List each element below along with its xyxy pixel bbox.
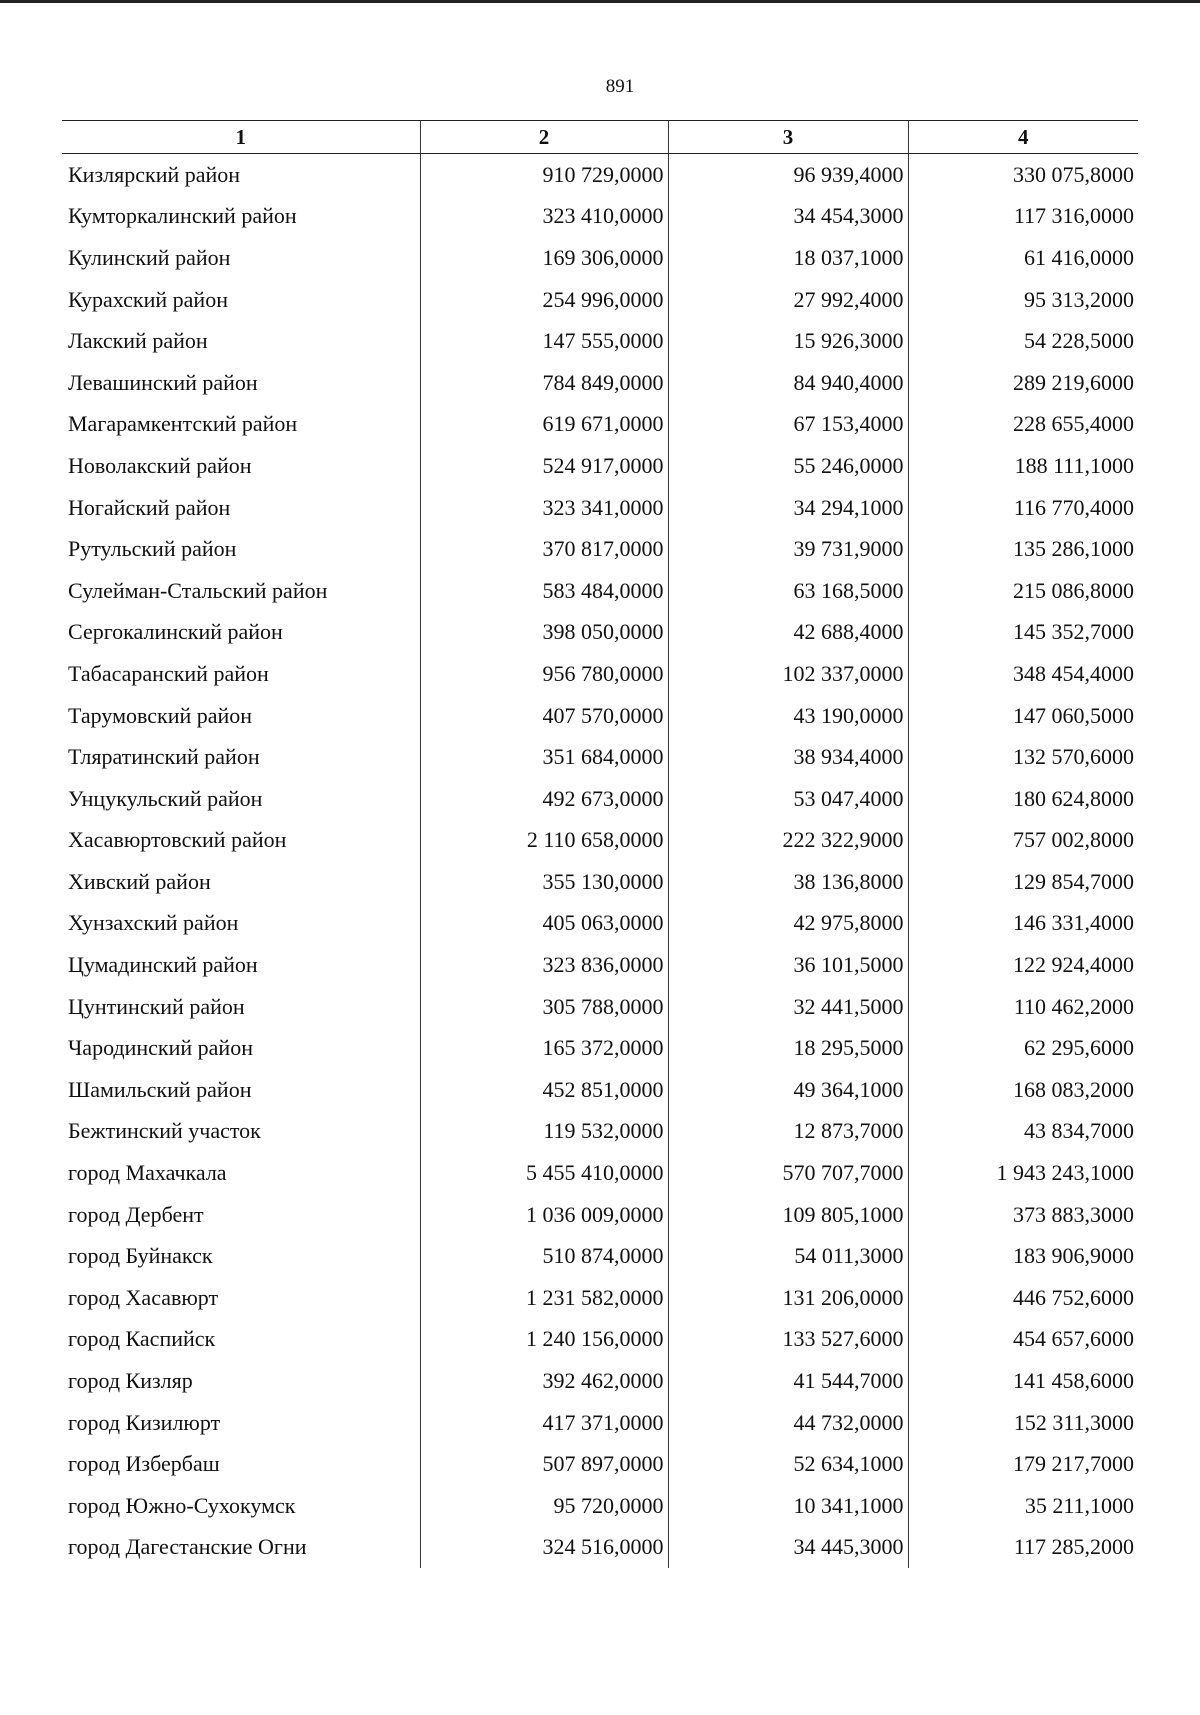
header-row — [62, 121, 1138, 154]
column-header-2: 2 — [420, 121, 668, 154]
table-row — [62, 528, 1138, 570]
value-column-3: 38 136,8000 — [668, 861, 908, 903]
value-column-2: 370 817,0000 — [420, 528, 668, 570]
territory-name: город Кизляр — [68, 1368, 193, 1394]
value-column-4: 116 770,4000 — [908, 487, 1138, 529]
value-column-2: 305 788,0000 — [420, 986, 668, 1028]
value-column-2: 452 851,0000 — [420, 1069, 668, 1111]
value-column-4: 117 316,0000 — [908, 196, 1138, 238]
territory-name: Курахский район — [68, 286, 228, 312]
table-row — [62, 570, 1138, 612]
budget-table — [62, 120, 1138, 1568]
table-row — [62, 1111, 1138, 1153]
territory-name: Сулейман-Стальский район — [68, 577, 328, 603]
value-column-2: 95 720,0000 — [420, 1485, 668, 1527]
territory-name: Хивский район — [68, 868, 211, 894]
value-column-3: 53 047,4000 — [668, 778, 908, 820]
value-column-3: 39 731,9000 — [668, 528, 908, 570]
territory-name: Кумторкалинский район — [68, 203, 297, 229]
table-row — [62, 196, 1138, 238]
value-column-4: 446 752,6000 — [908, 1277, 1138, 1319]
value-column-4: 132 570,6000 — [908, 736, 1138, 778]
value-column-2: 323 410,0000 — [420, 196, 668, 238]
value-column-4: 180 624,8000 — [908, 778, 1138, 820]
territory-name: город Буйнакск — [68, 1243, 213, 1269]
table-row — [62, 861, 1138, 903]
value-column-3: 131 206,0000 — [668, 1277, 908, 1319]
value-column-4: 129 854,7000 — [908, 861, 1138, 903]
page-number: 891 — [605, 76, 635, 97]
value-column-4: 152 311,3000 — [908, 1402, 1138, 1444]
value-column-4: 330 075,8000 — [908, 154, 1138, 196]
value-column-2: 323 341,0000 — [420, 487, 668, 529]
territory-name: Хунзахский район — [68, 910, 239, 936]
table-row — [62, 1027, 1138, 1069]
value-column-3: 42 688,4000 — [668, 612, 908, 654]
table-row — [62, 445, 1138, 487]
column-header-1: 1 — [62, 121, 420, 154]
table-row — [62, 1360, 1138, 1402]
value-column-3: 10 341,1000 — [668, 1485, 908, 1527]
territory-name: город Избербаш — [68, 1451, 220, 1477]
table-row — [62, 1235, 1138, 1277]
value-column-3: 133 527,6000 — [668, 1319, 908, 1361]
territory-name: Цунтинский район — [68, 993, 245, 1019]
territory-name: город Каспийск — [68, 1326, 216, 1352]
territory-name: Кизлярский район — [68, 161, 241, 187]
table-row — [62, 154, 1138, 196]
table-row — [62, 944, 1138, 986]
value-column-2: 165 372,0000 — [420, 1027, 668, 1069]
value-column-3: 96 939,4000 — [668, 154, 908, 196]
territory-name: город Южно-Сухокумск — [68, 1492, 296, 1518]
territory-name: Левашинский район — [68, 369, 258, 395]
territory-name: город Кизилюрт — [68, 1409, 221, 1435]
value-column-2: 583 484,0000 — [420, 570, 668, 612]
table-row — [62, 1443, 1138, 1485]
value-column-3: 54 011,3000 — [668, 1235, 908, 1277]
value-column-4: 373 883,3000 — [908, 1194, 1138, 1236]
value-column-3: 109 805,1000 — [668, 1194, 908, 1236]
value-column-3: 34 294,1000 — [668, 487, 908, 529]
territory-name: Чародинский район — [68, 1035, 253, 1061]
value-column-3: 67 153,4000 — [668, 404, 908, 446]
value-column-2: 398 050,0000 — [420, 612, 668, 654]
value-column-2: 2 110 658,0000 — [420, 820, 668, 862]
value-column-4: 61 416,0000 — [908, 237, 1138, 279]
value-column-3: 49 364,1000 — [668, 1069, 908, 1111]
value-column-3: 570 707,7000 — [668, 1152, 908, 1194]
value-column-3: 52 634,1000 — [668, 1443, 908, 1485]
territory-name: город Дагестанские Огни — [68, 1534, 307, 1560]
value-column-2: 392 462,0000 — [420, 1360, 668, 1402]
territory-name: Тляратинский район — [68, 744, 260, 770]
value-column-4: 145 352,7000 — [908, 612, 1138, 654]
territory-name: Новолакский район — [68, 452, 252, 478]
value-column-2: 5 455 410,0000 — [420, 1152, 668, 1194]
value-column-4: 348 454,4000 — [908, 653, 1138, 695]
value-column-2: 119 532,0000 — [420, 1111, 668, 1153]
value-column-2: 784 849,0000 — [420, 362, 668, 404]
value-column-3: 63 168,5000 — [668, 570, 908, 612]
value-column-4: 43 834,7000 — [908, 1111, 1138, 1153]
territory-name: Хасавюртовский район — [68, 827, 287, 853]
value-column-2: 510 874,0000 — [420, 1235, 668, 1277]
value-column-4: 215 086,8000 — [908, 570, 1138, 612]
value-column-4: 110 462,2000 — [908, 986, 1138, 1028]
value-column-3: 34 445,3000 — [668, 1527, 908, 1569]
table-row — [62, 986, 1138, 1028]
value-column-4: 289 219,6000 — [908, 362, 1138, 404]
table-row — [62, 237, 1138, 279]
territory-name: Унцукульский район — [68, 785, 263, 811]
value-column-2: 524 917,0000 — [420, 445, 668, 487]
territory-name: Рутульский район — [68, 536, 237, 562]
value-column-4: 62 295,6000 — [908, 1027, 1138, 1069]
value-column-3: 42 975,8000 — [668, 903, 908, 945]
value-column-2: 323 836,0000 — [420, 944, 668, 986]
value-column-2: 417 371,0000 — [420, 1402, 668, 1444]
table-row — [62, 1402, 1138, 1444]
table-row — [62, 1527, 1138, 1569]
value-column-3: 102 337,0000 — [668, 653, 908, 695]
value-column-2: 147 555,0000 — [420, 320, 668, 362]
value-column-2: 956 780,0000 — [420, 653, 668, 695]
territory-name: Табасаранский район — [68, 660, 269, 686]
table-row — [62, 279, 1138, 321]
value-column-4: 141 458,6000 — [908, 1360, 1138, 1402]
table-row — [62, 778, 1138, 820]
territory-name: город Махачкала — [68, 1160, 227, 1186]
value-column-3: 55 246,0000 — [668, 445, 908, 487]
territory-name: Кулинский район — [68, 244, 231, 270]
table-row — [62, 1194, 1138, 1236]
value-column-3: 32 441,5000 — [668, 986, 908, 1028]
territory-name: город Хасавюрт — [68, 1284, 219, 1310]
value-column-2: 1 036 009,0000 — [420, 1194, 668, 1236]
value-column-2: 407 570,0000 — [420, 695, 668, 737]
value-column-2: 254 996,0000 — [420, 279, 668, 321]
value-column-2: 405 063,0000 — [420, 903, 668, 945]
column-header-4: 4 — [908, 121, 1138, 154]
value-column-3: 43 190,0000 — [668, 695, 908, 737]
table-row — [62, 404, 1138, 446]
value-column-4: 135 286,1000 — [908, 528, 1138, 570]
value-column-4: 35 211,1000 — [908, 1485, 1138, 1527]
value-column-2: 507 897,0000 — [420, 1443, 668, 1485]
table-row — [62, 1319, 1138, 1361]
table-row — [62, 1277, 1138, 1319]
value-column-4: 95 313,2000 — [908, 279, 1138, 321]
territory-name: Шамильский район — [68, 1076, 252, 1102]
table-row — [62, 1069, 1138, 1111]
table-row — [62, 736, 1138, 778]
value-column-3: 38 934,4000 — [668, 736, 908, 778]
territory-name: город Дербент — [68, 1201, 204, 1227]
value-column-4: 188 111,1000 — [908, 445, 1138, 487]
value-column-3: 84 940,4000 — [668, 362, 908, 404]
value-column-4: 146 331,4000 — [908, 903, 1138, 945]
value-column-3: 18 037,1000 — [668, 237, 908, 279]
table-row — [62, 487, 1138, 529]
value-column-3: 222 322,9000 — [668, 820, 908, 862]
value-column-4: 179 217,7000 — [908, 1443, 1138, 1485]
value-column-4: 122 924,4000 — [908, 944, 1138, 986]
table-row — [62, 362, 1138, 404]
table-row — [62, 653, 1138, 695]
table-row — [62, 1152, 1138, 1194]
value-column-4: 54 228,5000 — [908, 320, 1138, 362]
value-column-4: 117 285,2000 — [908, 1527, 1138, 1569]
value-column-2: 910 729,0000 — [420, 154, 668, 196]
value-column-2: 351 684,0000 — [420, 736, 668, 778]
value-column-4: 147 060,5000 — [908, 695, 1138, 737]
value-column-3: 44 732,0000 — [668, 1402, 908, 1444]
territory-name: Магарамкентский район — [68, 411, 298, 437]
value-column-3: 27 992,4000 — [668, 279, 908, 321]
table-row — [62, 320, 1138, 362]
value-column-2: 355 130,0000 — [420, 861, 668, 903]
table-row — [62, 612, 1138, 654]
territory-name: Сергокалинский район — [68, 619, 283, 645]
value-column-2: 169 306,0000 — [420, 237, 668, 279]
value-column-4: 757 002,8000 — [908, 820, 1138, 862]
value-column-2: 1 240 156,0000 — [420, 1319, 668, 1361]
value-column-3: 12 873,7000 — [668, 1111, 908, 1153]
territory-name: Лакский район — [68, 328, 208, 354]
value-column-2: 619 671,0000 — [420, 404, 668, 446]
top-border-line — [0, 0, 1200, 3]
value-column-2: 492 673,0000 — [420, 778, 668, 820]
territory-name: Тарумовский район — [68, 702, 253, 728]
territory-name: Ногайский район — [68, 494, 231, 520]
table-row — [62, 695, 1138, 737]
territory-name: Бежтинский участок — [68, 1118, 261, 1144]
table-header — [62, 121, 1138, 154]
column-header-3: 3 — [668, 121, 908, 154]
table-body — [62, 154, 1138, 1569]
value-column-4: 228 655,4000 — [908, 404, 1138, 446]
table-row — [62, 1485, 1138, 1527]
value-column-4: 454 657,6000 — [908, 1319, 1138, 1361]
value-column-3: 18 295,5000 — [668, 1027, 908, 1069]
table-row — [62, 903, 1138, 945]
value-column-3: 41 544,7000 — [668, 1360, 908, 1402]
value-column-4: 168 083,2000 — [908, 1069, 1138, 1111]
value-column-4: 1 943 243,1000 — [908, 1152, 1138, 1194]
value-column-3: 36 101,5000 — [668, 944, 908, 986]
table-row — [62, 820, 1138, 862]
territory-name: Цумадинский район — [68, 952, 258, 978]
value-column-4: 183 906,9000 — [908, 1235, 1138, 1277]
value-column-2: 324 516,0000 — [420, 1527, 668, 1569]
value-column-2: 1 231 582,0000 — [420, 1277, 668, 1319]
value-column-3: 34 454,3000 — [668, 196, 908, 238]
value-column-3: 15 926,3000 — [668, 320, 908, 362]
